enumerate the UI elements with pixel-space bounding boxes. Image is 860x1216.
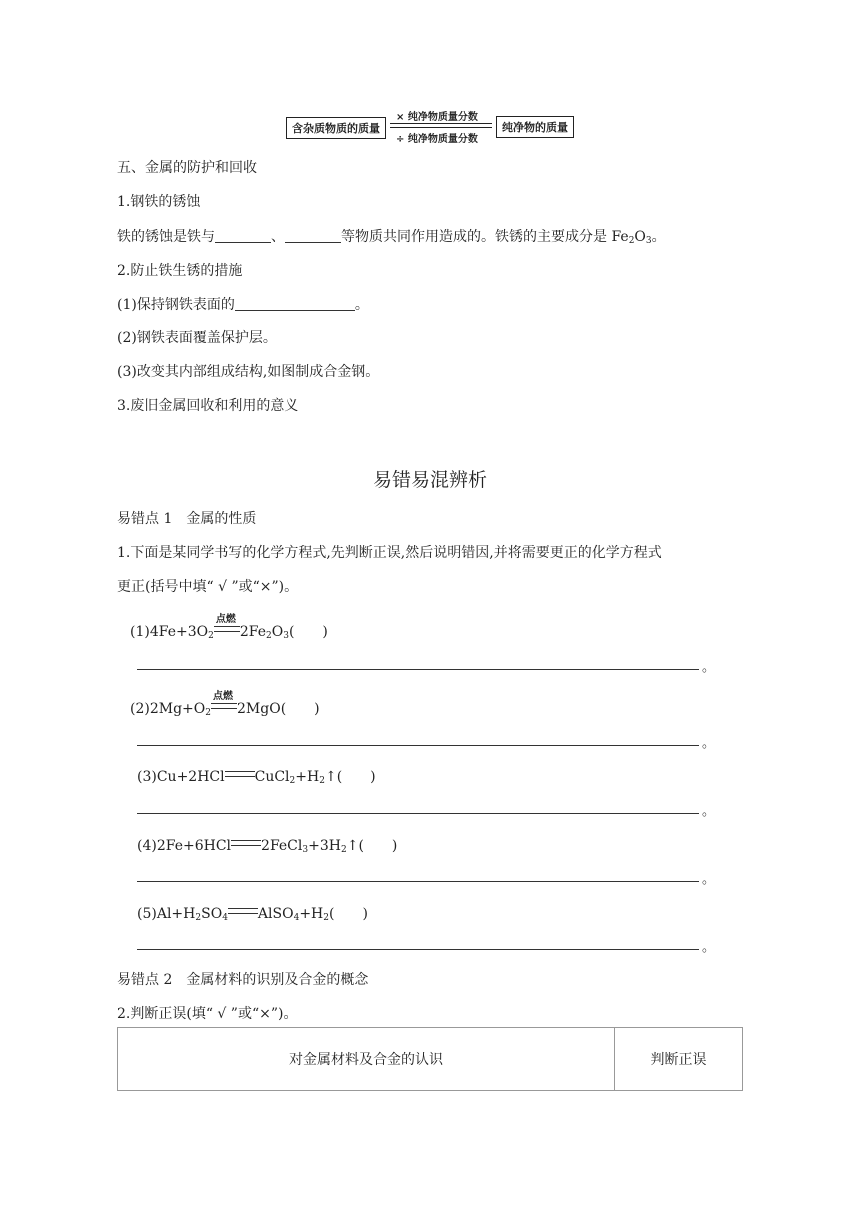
- question-2: 2.判断正误(填“ √ ”或“×”)。: [117, 1006, 298, 1022]
- judgement-paren[interactable]: ( ): [280, 701, 320, 717]
- answer-blank[interactable]: [215, 228, 271, 243]
- error-point-1: 易错点 1 金属的性质: [117, 511, 257, 527]
- answer-line[interactable]: [137, 668, 699, 670]
- prevention-heading: 2.防止铁生锈的措施: [117, 263, 243, 279]
- judgement-paren[interactable]: ( ): [358, 838, 398, 854]
- equation-2: $(2)2Mg+O_2$ 点燃 2MgO( ): [130, 691, 320, 718]
- table-header: 对金属材料及合金的认识: [118, 1028, 615, 1091]
- right-arrow: [390, 123, 492, 124]
- equation-5: $(5)Al+H_2SO_4$ $AlSO_4+H_2$( ): [137, 906, 368, 923]
- impure-mass-box: 含杂质物质的质量: [286, 117, 386, 139]
- left-arrow: [390, 127, 492, 128]
- question-1-line2: 更正(括号中填“ √ ”或“×”)。: [117, 579, 299, 595]
- equals-sign: [225, 771, 255, 777]
- judgement-paren[interactable]: ( ): [288, 624, 328, 640]
- equals-sign: [228, 908, 258, 914]
- divide-label: ÷ 纯净物质量分数: [396, 134, 478, 145]
- multiply-label: × 纯净物质量分数: [396, 112, 478, 123]
- equation-1: $(1)4Fe+3O_2$ 点燃 $2Fe_2O_3$( ): [130, 614, 328, 641]
- section-title: 五、金属的防护和回收: [117, 160, 257, 176]
- answer-line[interactable]: [137, 948, 699, 950]
- table-header-row: [118, 1028, 743, 1091]
- mass-conversion-diagram: [286, 108, 576, 144]
- judgement-table: [117, 1027, 743, 1091]
- measure-2: (2)钢铁表面覆盖保护层。: [117, 330, 277, 346]
- recycling-heading: 3.废旧金属回收和利用的意义: [117, 398, 299, 414]
- page-title: 易错易混辨析: [372, 469, 487, 491]
- equals-sign: 点燃: [214, 626, 240, 632]
- answer-line[interactable]: [137, 812, 699, 814]
- equation-4: (4)2Fe+6HCl $2FeCl_3+3H_2↑$( ): [137, 838, 398, 855]
- answer-line[interactable]: [137, 744, 699, 746]
- measure-3: (3)改变其内部组成结构,如图制成合金钢。: [117, 364, 380, 380]
- answer-blank[interactable]: [285, 228, 341, 243]
- question-1-line1: 1.下面是某同学书写的化学方程式,先判断正误,然后说明错因,并将需要更正的化学方程式: [117, 545, 662, 561]
- error-point-2: 易错点 2 金属材料的识别及合金的概念: [117, 972, 369, 988]
- judgement-paren[interactable]: ( ): [336, 769, 376, 785]
- pure-mass-box: 纯净物的质量: [496, 116, 574, 138]
- rust-heading: 1.钢铁的锈蚀: [117, 194, 201, 210]
- answer-line[interactable]: [137, 880, 699, 882]
- table-header: 判断正误: [615, 1028, 743, 1091]
- judgement-paren[interactable]: ( ): [329, 906, 368, 922]
- measure-1: (1)保持钢铁表面的 。: [117, 297, 369, 313]
- equals-sign: [231, 840, 261, 846]
- equals-sign: 点燃: [211, 703, 237, 709]
- answer-blank[interactable]: [235, 296, 355, 311]
- rust-sentence: 铁的锈蚀是铁与 、 等物质共同作用造成的。铁锈的主要成分是 $Fe_2O_3$。: [117, 229, 666, 246]
- equation-3: (3)Cu+2HCl $CuCl_2+H_2↑$( ): [137, 769, 376, 786]
